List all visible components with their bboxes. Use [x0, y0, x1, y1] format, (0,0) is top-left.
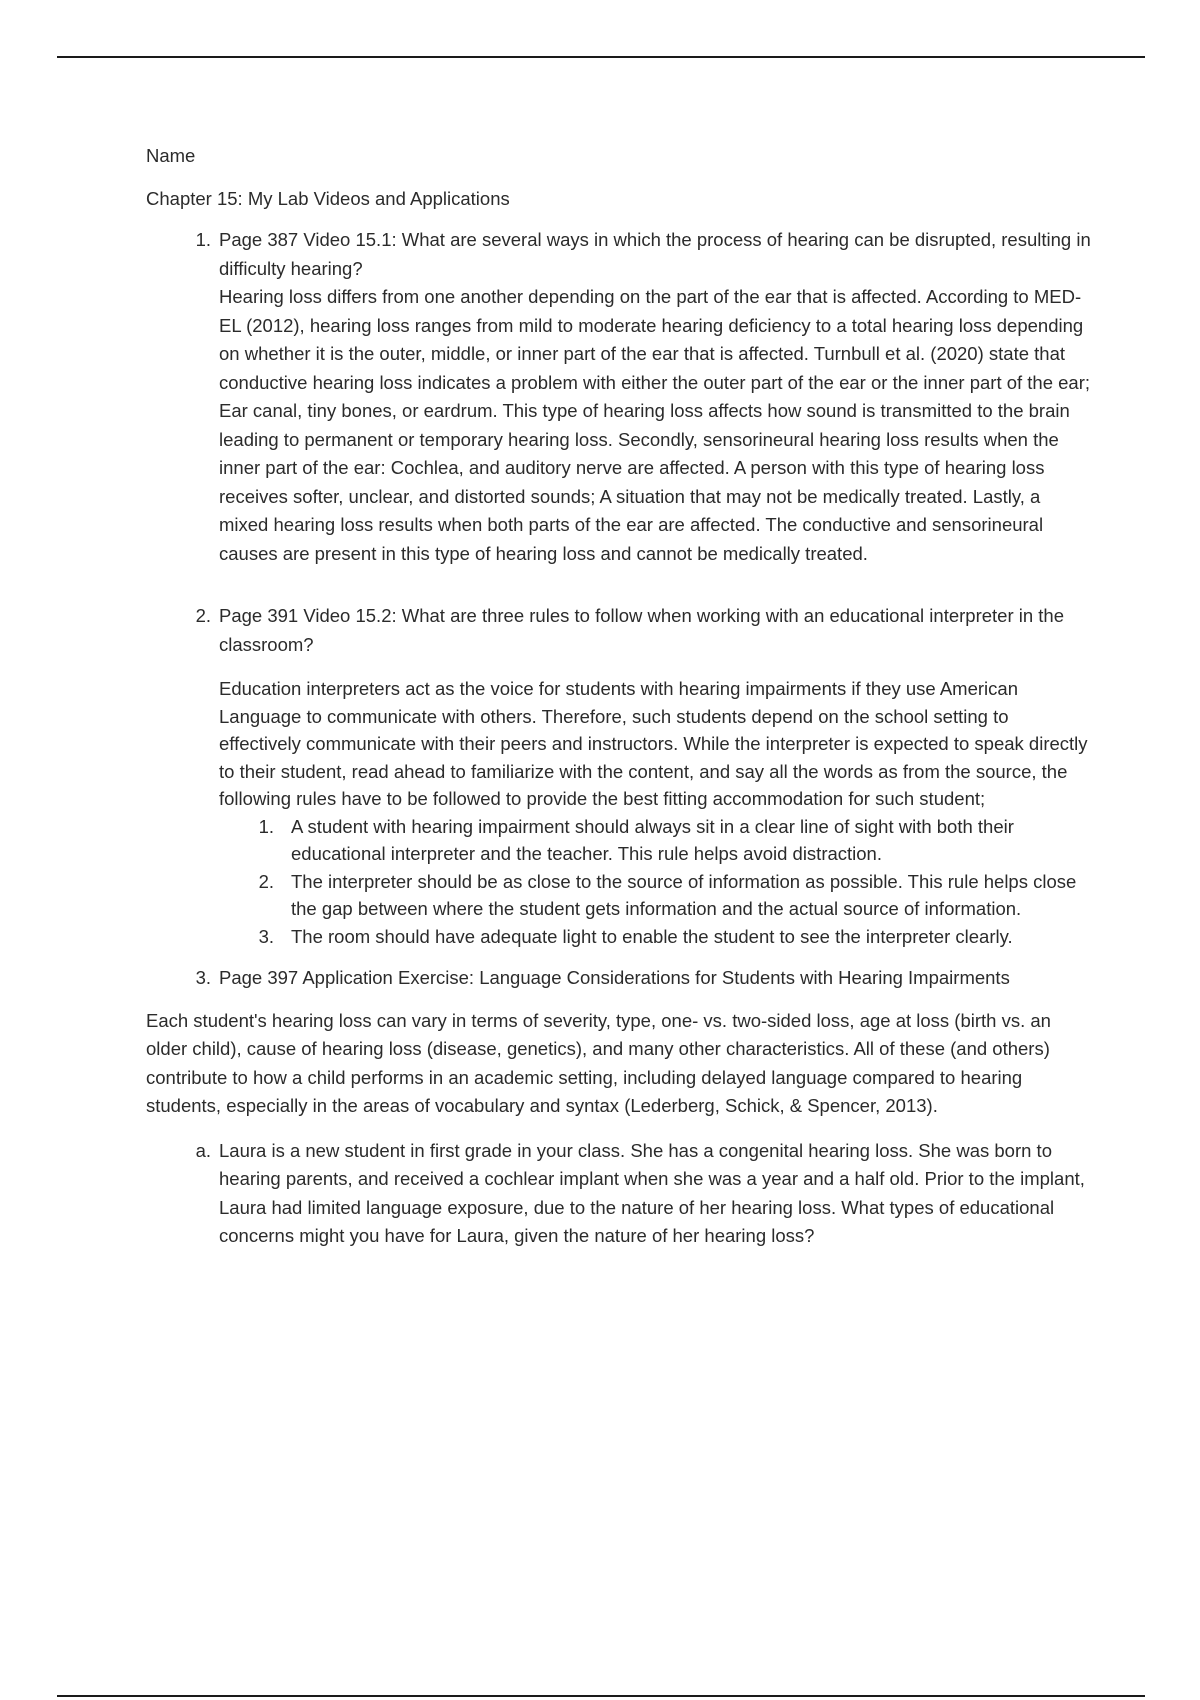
exercise-question-text: Laura is a new student in first grade in your class. She has a congenital hearing loss. She was born to hearing parents, and received a cochlear implant when she was a year and a half old. Prior to the implant, Laura had limited language exposure, due to the nature of her hearing loss. What types of educational concerns might you have for Laura, given the nature of her hearing loss? — [219, 1139, 1085, 1246]
question-number: 3. — [195, 967, 211, 988]
question-3 — [146, 964, 1092, 993]
question-prompt: Page 391 Video 15.2: What are three rules to follow when working with an educational interpreter in the classroom? — [219, 605, 1065, 655]
page-top-rule — [57, 56, 1145, 58]
rule-text: The interpreter should be as close to the source of information as possible. This rule helps close the gap between where the student gets information and the actual source of information. — [291, 870, 1077, 919]
question-2 — [146, 602, 1092, 950]
question-prompt: Page 387 Video 15.1: What are several ways in which the process of hearing can be disrupted, resulting in difficulty hearing? — [219, 229, 1091, 279]
list-item — [219, 813, 1092, 868]
rule-number: 1. — [258, 815, 274, 837]
question-letter: a. — [195, 1139, 211, 1161]
rule-number: 3. — [258, 925, 274, 947]
question-number: 2. — [195, 605, 211, 626]
page-bottom-rule — [57, 1695, 1145, 1697]
exercise-question-a — [146, 1137, 1092, 1251]
rule-text: A student with hearing impairment should always sit in a clear line of sight with both their educational interpreter and the teacher. This rule helps avoid distraction. — [291, 815, 1014, 864]
answer-text: Education interpreters act as the voice for students with hearing impairments if they use American Language to communicate with others. Therefore, such students depend on the school setting to effectively communicate with their peers and instructors. While the interpreter is expected to speak directly to their student, read ahead to familiarize with the content, and say all the words as from the source, the following rules have to be followed to provide the best fitting accommodation for such student; — [219, 678, 1088, 809]
chapter-title: Chapter 15: My Lab Videos and Applications — [146, 187, 510, 209]
rules-list — [219, 813, 1092, 951]
answer-text: Hearing loss differs from one another depending on the part of the ear that is affected. According to MED-EL (2012), hearing loss ranges from mild to moderate hearing deficiency to a total hearing loss depending on whether it is the outer, middle, or inner part of the ear that is affected. Turnbull et al. (2020) state that conductive hearing loss indicates a problem with either the outer part of the ear or the inner part of the ear; Ear canal, tiny bones, or eardrum. This type of hearing loss affects how sound is transmitted to the brain leading to permanent or temporary hearing loss. Secondly, sensorineural hearing loss results when the inner part of the ear: Cochlea, and auditory nerve are affected. A person with this type of hearing loss receives softer, unclear, and distorted sounds; A situation that may not be medically treated. Lastly, a mixed hearing loss results when both parts of the ear are affected. The conductive and sensorineural causes are present in this type of hearing loss and cannot be medically treated. — [219, 286, 1091, 564]
rule-number: 2. — [258, 870, 274, 892]
exercise-intro: Each student's hearing loss can vary in terms of severity, type, one- vs. two-sided loss, age at loss (birth vs. an older child), cause of hearing loss (disease, genetics), and many other characteristics. All of these (and others) contribute to how a child performs in an academic setting, including delayed language compared to hearing students, especially in the areas of vocabulary and syntax (Lederberg, Schick, & Spencer, 2013). — [146, 1009, 1051, 1116]
document-body — [146, 142, 1092, 1251]
name-label: Name — [146, 145, 196, 166]
list-item — [219, 868, 1092, 923]
list-item — [219, 923, 1092, 951]
question-1 — [146, 226, 1092, 568]
question-prompt: Page 397 Application Exercise: Language Considerations for Students with Hearing Impairments — [219, 967, 1010, 988]
rule-text: The room should have adequate light to enable the student to see the interpreter clearly. — [291, 925, 1013, 947]
question-number: 1. — [195, 229, 211, 250]
